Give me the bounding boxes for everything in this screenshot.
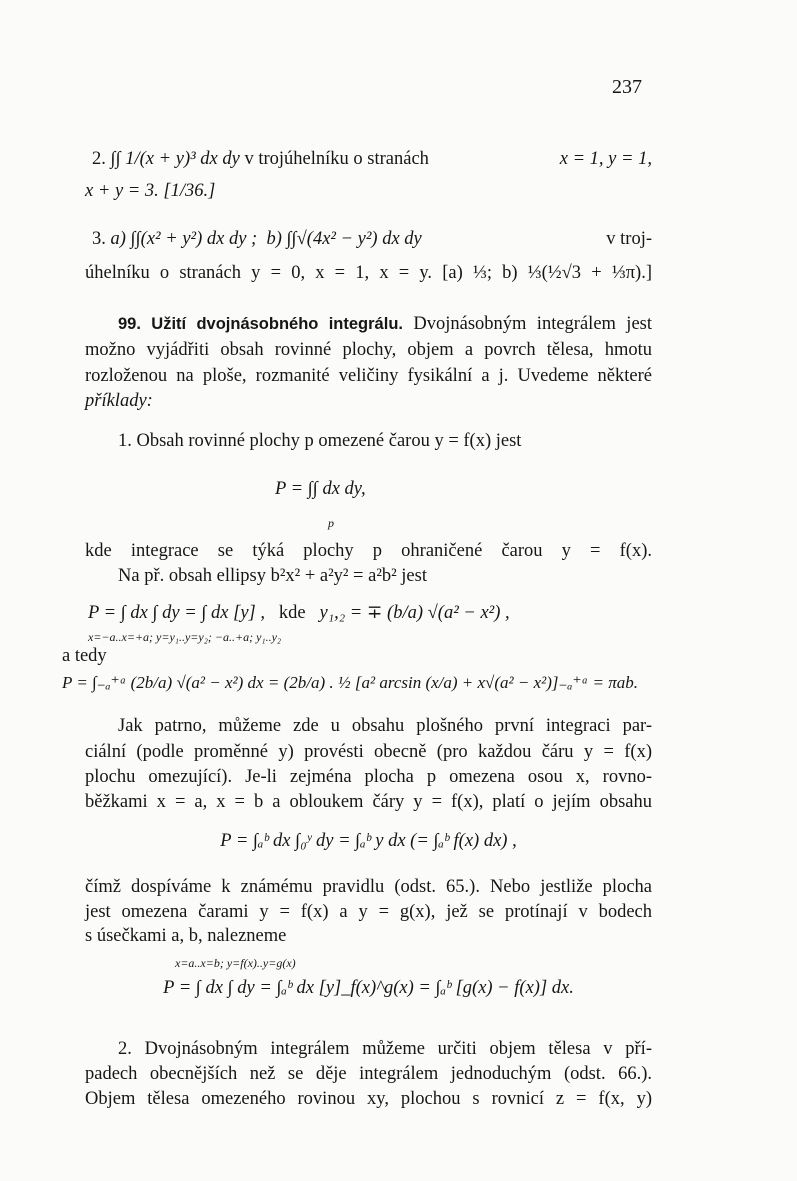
text-line: možno vyjádřiti obsah rovinné plochy, objem a povrch tělesa, hmotu: [85, 340, 652, 360]
formula: P = ∫₋ₐ⁺ᵃ (2b/a) √(a² − x²) dx = (2b/a) . ½ [a² arcsin (x/a) + x√(a² − x²)]₋ₐ⁺ᵃ = πab.: [62, 673, 638, 692]
text-line: Objem tělesa omezeného rovinou xy, plochou s rovnicí z = f(x, y): [85, 1089, 652, 1109]
section-first-line: [118, 313, 652, 335]
page-number: 237: [612, 76, 642, 98]
formula: a) ∫∫(x² + y²) dx dy ;: [110, 229, 258, 249]
text-line: rozloženou na ploše, rozmanité veličiny fysikální a j. Uvedeme některé: [85, 366, 652, 386]
formula-limits: x=−a..x=+a; y=y₁..y=y₂; −a..+a; y₁..y₂: [88, 630, 282, 644]
text-line: padech obecnějších než se děje integrálem jednoduchým (odst. 66.).: [85, 1064, 652, 1084]
formula-limits: x=a..x=b; y=f(x)..y=g(x): [175, 956, 296, 970]
text-line: Na př. obsah ellipsy b²x² + a²y² = a²b² jest: [118, 566, 427, 586]
text-line: 2. Dvojnásobným integrálem můžeme určiti objem tělesa v pří-: [118, 1039, 652, 1059]
text-line: kde integrace se týká plochy p ohraničené čarou y = f(x).: [85, 541, 652, 561]
exercise-3: [92, 228, 652, 250]
text-line: běžkami x = a, x = b a obloukem čáry y = f(x), platí o jejím obsahu: [85, 792, 652, 812]
text-line: příklady:: [85, 391, 153, 411]
text-line: jest omezena čarami y = f(x) a y = g(x), jež se protínají v bodech: [85, 902, 652, 922]
text: v trojúhelníku o stranách: [244, 149, 429, 169]
text-line: ciální (podle proměnné y) provésti obecně (pro každou čáru y = f(x): [85, 742, 652, 762]
text: Dvojnásobným integrálem jest: [413, 314, 652, 334]
text-line: 1. Obsah rovinné plochy p omezené čarou y = f(x) jest: [118, 431, 522, 451]
exercise-2-cont: x + y = 3. [1/36.]: [85, 181, 216, 201]
exercise-3-cont: úhelníku o stranách y = 0, x = 1, x = y. [a) ⅓; b) ⅓(½√3 + ⅓π).]: [85, 263, 652, 283]
formula-subscript: p: [328, 516, 334, 530]
text-line: a tedy: [62, 646, 107, 666]
text: v troj-: [606, 229, 652, 249]
formula: ∫∫ 1/(x + y)³ dx dy: [110, 149, 240, 169]
text: kde: [278, 603, 306, 623]
exercise-2: [92, 148, 652, 170]
formula: b) ∫∫√(4x² − y²) dx dy: [266, 229, 422, 249]
formula: y₁,₂ = ∓ (b/a) √(a² − x²) ,: [319, 603, 510, 623]
formula: P = ∫ₐᵇ dx ∫₀ʸ dy = ∫ₐᵇ y dx (= ∫ₐᵇ f(x) dx) ,: [220, 831, 517, 851]
formula: P = ∫ dx ∫ dy = ∫ₐᵇ dx [y]_f(x)^g(x) = ∫ₐᵇ [g(x) − f(x)] dx.: [163, 978, 574, 998]
formula: P = ∫ dx ∫ dy = ∫ dx [y] ,: [88, 603, 266, 623]
text-line: plochu omezující). Je-li zejména plocha p omezena osou x, rovno-: [85, 767, 652, 787]
formula: P = ∫∫ dx dy,: [275, 479, 366, 499]
text-line: čímž dospíváme k známému pravidlu (odst. 65.). Nebo jestliže plocha: [85, 877, 652, 897]
formula: x = 1, y = 1,: [559, 149, 652, 169]
formula-ellipse: [88, 602, 652, 624]
text-line: s úsečkami a, b, nalezneme: [85, 926, 287, 946]
section-heading: 99. Užití dvojnásobného integrálu.: [118, 315, 403, 333]
exercise-number: 3.: [92, 229, 106, 249]
exercise-number: 2.: [92, 149, 106, 169]
text-line: Jak patrno, můžeme zde u obsahu plošného první integraci par-: [118, 716, 652, 736]
